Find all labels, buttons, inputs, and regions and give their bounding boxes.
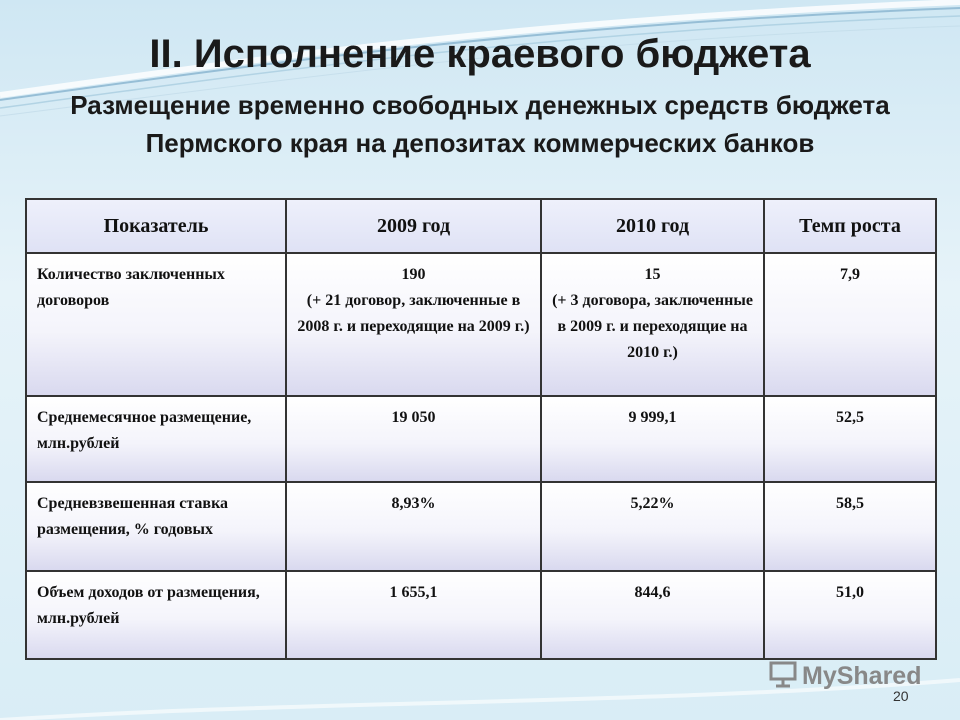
slide-title: II. Исполнение краевого бюджета: [149, 32, 811, 76]
presentation-board-icon: [768, 660, 798, 695]
column-header-growth: Темп роста: [764, 199, 936, 253]
cell-growth: 52,5: [764, 396, 936, 482]
cell-2009: [286, 253, 541, 396]
row-indicator: Среднемесячное размещение, млн.рублей: [26, 396, 286, 482]
cell-2010: 5,22%: [541, 482, 764, 570]
column-header-2010: 2010 год: [541, 199, 764, 253]
cell-2010: 844,6: [541, 571, 764, 659]
cell-note: (+ 3 договора, заключенные в 2009 г. и переходящие на 2010 г.): [552, 292, 753, 362]
row-indicator: Объем доходов от размещения, млн.рублей: [26, 571, 286, 659]
slide-subtitle: Размещение временно свободных денежных средств бюджета Пермского края на депозитах коммерческих банков: [70, 90, 890, 158]
cell-growth: 58,5: [764, 482, 936, 570]
column-header-2009: 2009 год: [286, 199, 541, 253]
row-indicator: Средневзвешенная ставка размещения, % годовых: [26, 482, 286, 570]
page-number: 20: [893, 688, 909, 704]
watermark-text: MyShared: [802, 662, 922, 691]
column-header-indicator: Показатель: [26, 199, 286, 253]
table-row: [26, 253, 936, 396]
cell-value: 190: [401, 266, 426, 284]
cell-2010: [541, 253, 764, 396]
deposits-table: [25, 198, 937, 660]
table-row: [26, 571, 936, 659]
cell-value: 15: [644, 266, 661, 284]
table-header-row: [26, 199, 936, 253]
cell-growth: 51,0: [764, 571, 936, 659]
cell-2009: 8,93%: [286, 482, 541, 570]
table-row: [26, 396, 936, 482]
cell-2009: 19 050: [286, 396, 541, 482]
cell-note: (+ 21 договор, заключенные в 2008 г. и переходящие на 2009 г.): [297, 292, 530, 336]
cell-growth: 7,9: [764, 253, 936, 396]
table-row: [26, 482, 936, 570]
cell-2010: 9 999,1: [541, 396, 764, 482]
cell-2009: 1 655,1: [286, 571, 541, 659]
row-indicator: Количество заключенных договоров: [26, 253, 286, 396]
